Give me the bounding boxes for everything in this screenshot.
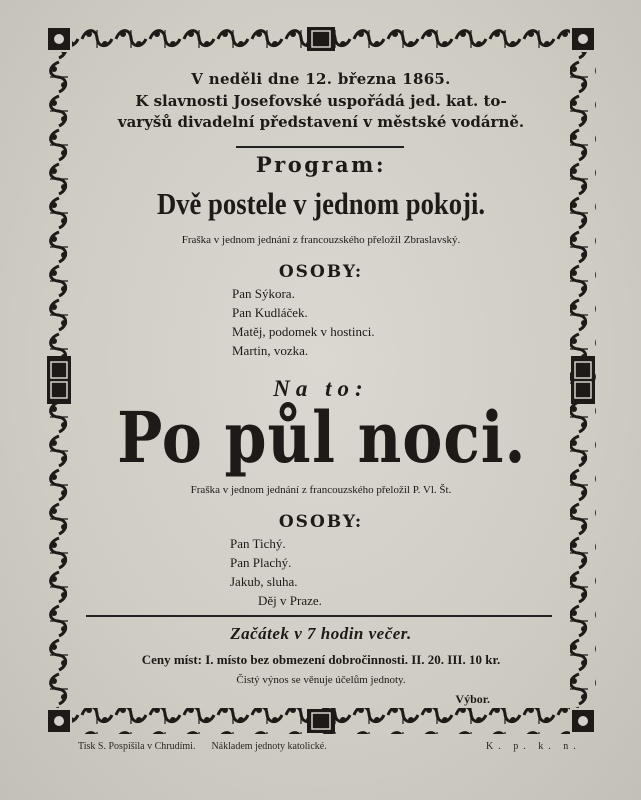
play2-cast-heading: OSOBY: [278,512,364,532]
play1-subtitle: Fraška v jednom jednání z francouzského přeložil Zbraslavský. [181,234,461,246]
play2-cast-list [230,536,322,612]
cast-item: Pan Plachý. [230,555,292,570]
proceeds-note: Čistý výnos se věnuje účelům jednoty. [236,674,406,686]
cast-item: Pan Kudláček. [232,305,308,320]
cast-item: Matěj, podomek v hostinci. [232,324,375,339]
cast-item: Pan Sýkora. [232,286,295,301]
committee-signature: Výbor. [455,692,490,706]
ticket-prices: Ceny míst: I. místo bez obmezení dobročinnosti. II. 20. III. 10 kr. [141,652,501,667]
play2-subtitle: Fraška v jednom jednání z francouzského přeložil P. Vl. Št. [190,484,452,496]
footer-code: K. p. k. n. [486,741,581,752]
intro-line-2: varyšů divadelní představení v městské vodárně. [117,113,525,131]
cast-item: Martin, vozka. [232,343,309,358]
play1-cast-list [232,286,375,362]
play2-title: Po půl noci. [117,396,527,479]
cast-item: Jakub, sluha. [230,574,298,589]
program-heading: Program: [255,152,387,177]
play1-title: Dvě postele v jednom pokoji. [156,186,486,221]
setting-note: Děj v Praze. [258,593,322,608]
start-time: Začátek v 7 hodin večer. [230,624,412,643]
divider-rule-top [236,146,404,148]
publisher-credit: Nákladem jednoty katolické. [211,741,327,752]
then-heading: Na to: [273,376,369,401]
printer-credit: Tisk S. Pospíšila v Chrudími. [78,741,196,752]
poster-content [84,62,558,712]
intro-line-1: K slavnosti Josefovské uspořádá jed. kat. to- [135,92,507,110]
cast-item: Pan Tichý. [230,536,286,551]
play1-cast-heading: OSOBY: [278,262,364,282]
divider-rule-bottom [86,615,552,617]
event-date: V neděli dne 12. března 1865. [191,70,451,88]
footer-imprint [78,741,327,752]
